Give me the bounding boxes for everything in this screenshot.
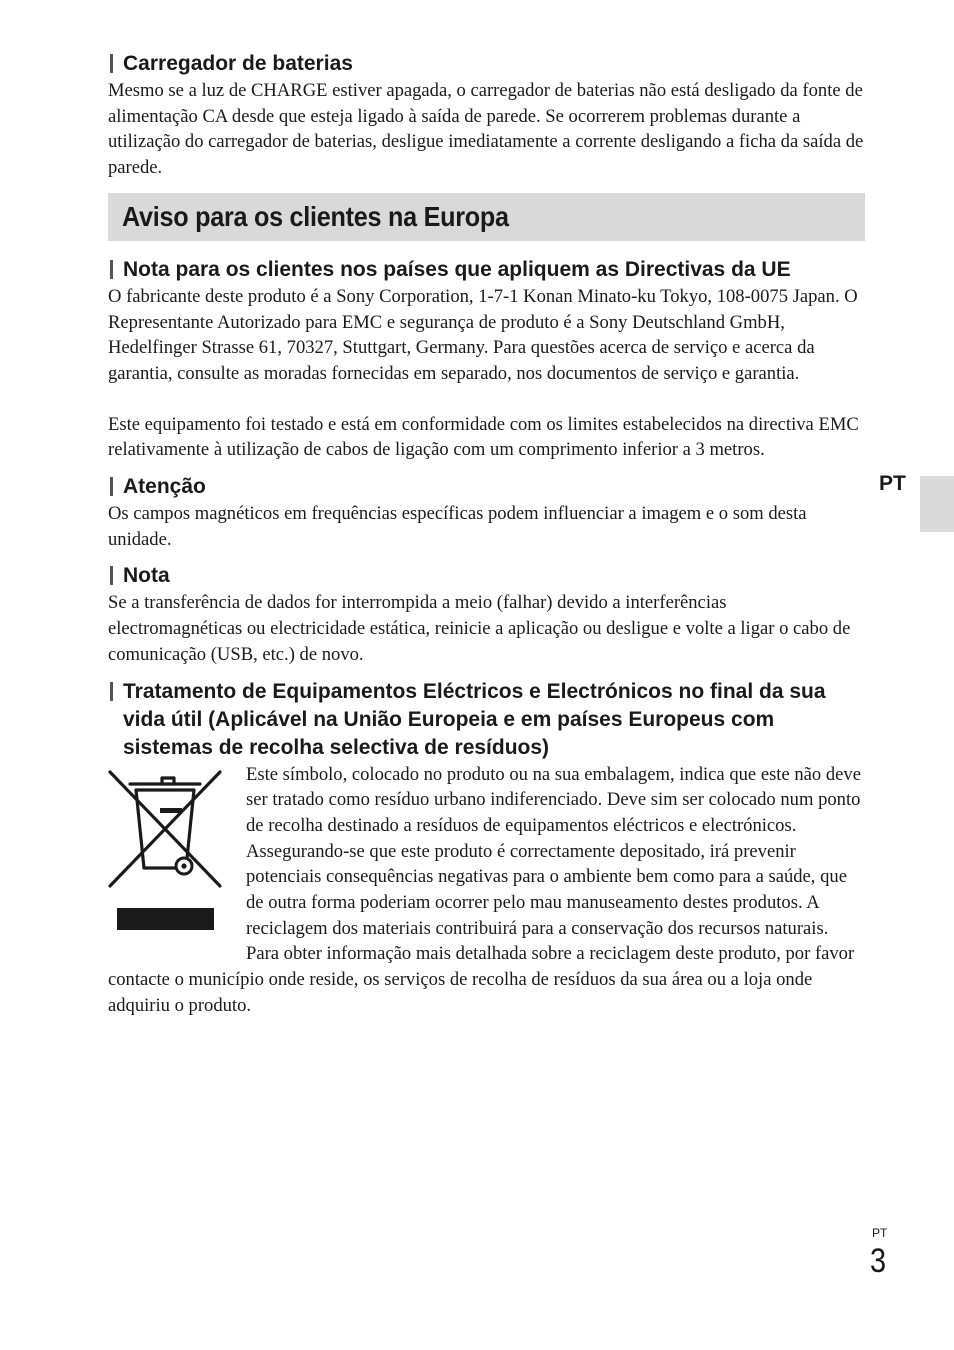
page-number: 3 xyxy=(870,1242,887,1280)
paragraph-charger: Mesmo se a luz de CHARGE estiver apagada, o carregador de baterias não está desligado da fonte de alimentação CA desde que esteja ligado à saída de parede. Se ocorrerem problemas durante a utilização do carregador de baterias, desligue imediatamente a corrente desligando a ficha da saída de parede. xyxy=(108,80,864,179)
paragraph-manufacturer: O fabricante deste produto é a Sony Corporation, 1-7-1 Konan Minato-ku Tokyo, 108-0075 Japan. O Representante Autorizado para EMC e segurança de produto é a Sony Deutschland GmbH, Hedelfinger Strasse 61, 70327, Stuttgart, Germany. Para questões acerca de serviço e acerca da garantia, consulte as moradas fornecidas em separado, nos documentos de serviço e garantia. xyxy=(108,285,858,384)
page-content xyxy=(108,50,865,1019)
language-side-tab xyxy=(920,476,954,532)
footer-language: PT xyxy=(872,1226,888,1240)
paragraph-emc: Este equipamento foi testado e está em conformidade com os limites estabelecidos na directiva EMC relativamente à utilização de cabos de ligação com um comprimento inferior a 3 metros. xyxy=(108,413,859,461)
heading-text: Atenção xyxy=(123,475,206,499)
paragraph-attention: Os campos magnéticos em frequências específicas podem influenciar a imagem e o som desta unidade. xyxy=(108,503,807,550)
heading-bullet-bar xyxy=(110,54,113,73)
paragraph-weee: Este símbolo, colocado no produto ou na sua embalagem, indica que este não deve ser tratado como resíduo urbano indiferenciado. Deve sim ser colocado num ponto de recolha destinado a resíduos de equipamentos eléctricos e electrónicos. Assegurando-se que este produto é correctamente depositado, irá prevenir potenciais consequências negativas para o ambiente bem como para a saúde, que de outra forma poderiam ocorrer pelo mau manuseamento destes produtos. A reciclagem dos materiais contribuirá para a conservação dos recursos naturais. Para obter informação mais detalhada sobre a reciclagem deste produto, por favor contacte o município onde reside, os serviços de recolha de resíduos da sua área ou a loja onde adquiriu o produto. xyxy=(108,763,861,1016)
wheelie-bin-svg xyxy=(108,768,226,893)
paragraph-note: Se a transferência de dados for interrompida a meio (falhar) devido a interferências electromagnéticas ou electricidade estática, reinicie a aplicação ou desligue e volte a ligar o cabo de comunicação (USB, etc.) de novo. xyxy=(108,592,851,665)
section-heading-weee xyxy=(108,678,865,762)
section-heading-note xyxy=(108,562,865,590)
banner-title: Aviso para os clientes na Europa xyxy=(122,200,509,232)
heading-text: Tratamento de Equipamentos Eléctricos e Electrónicos no final da sua vida útil (Aplicável na União Europeia e em países Europeus com sistemas de recolha selectiva de resíduos) xyxy=(123,679,826,759)
crossed-out-wheelie-bin-icon xyxy=(108,768,246,948)
heading-bullet-bar xyxy=(110,260,113,279)
heading-text: Nota xyxy=(123,564,170,588)
section-heading-charger xyxy=(108,50,865,78)
heading-bullet-bar xyxy=(110,682,113,701)
heading-bullet-bar xyxy=(110,477,113,496)
section-heading-attention xyxy=(108,473,865,501)
heading-text: Carregador de baterias xyxy=(123,52,353,75)
language-tab-label: PT xyxy=(879,472,906,495)
section-banner xyxy=(108,193,865,241)
section-heading-eu-directives xyxy=(108,256,865,284)
weee-block xyxy=(108,762,865,1019)
weee-solid-bar xyxy=(117,908,214,930)
heading-bullet-bar xyxy=(110,566,113,585)
heading-text: Nota para os clientes nos países que apliquem as Directivas da UE xyxy=(123,257,791,281)
